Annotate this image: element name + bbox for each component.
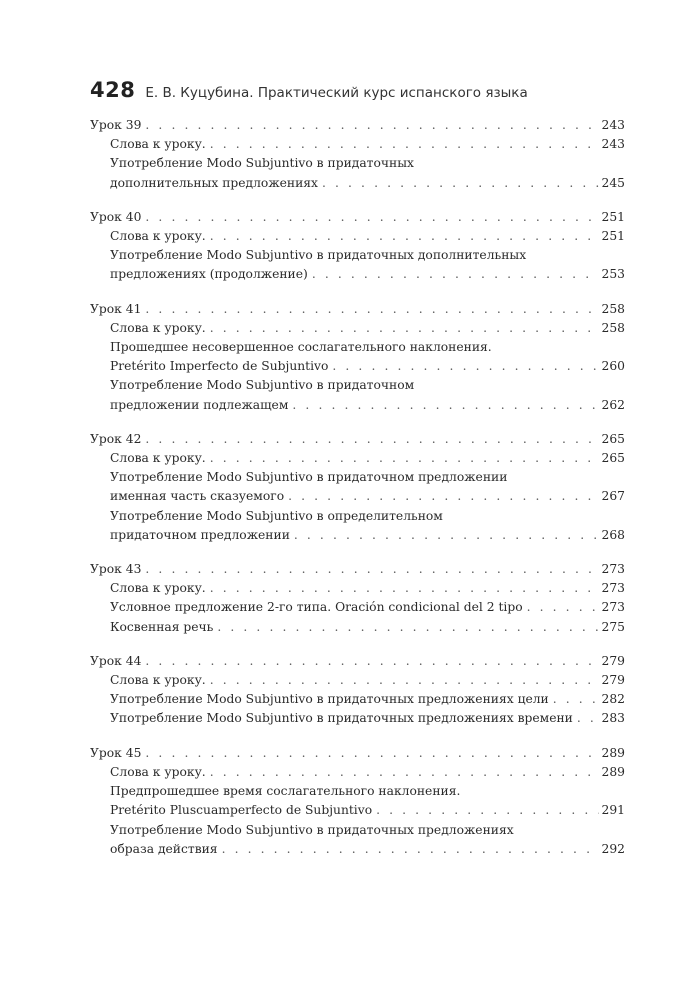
toc-leader-dots <box>210 227 599 246</box>
toc-leader-dots <box>145 116 598 135</box>
toc-entry-line: Употребление Modo Subjuntivo в определительном <box>110 508 443 523</box>
toc-lesson <box>90 300 625 415</box>
toc-leader-dots <box>145 652 598 671</box>
toc-page-number: 260 <box>601 359 625 374</box>
toc-entry-title: образа действия <box>110 841 218 856</box>
toc-page-number: 273 <box>601 581 625 596</box>
toc-page-number: 273 <box>601 600 625 615</box>
toc-lesson-title: Урок 40 <box>90 209 142 224</box>
toc-leader-dots <box>288 487 598 506</box>
toc-entry-line: Предпрошедшее время сослагательного наклонения. <box>110 784 461 799</box>
toc-leader-dots <box>145 744 598 763</box>
page-number: 428 <box>90 78 136 102</box>
toc-leader-dots <box>145 300 598 319</box>
toc-leader-dots <box>292 396 598 415</box>
toc-page-number: 279 <box>601 673 625 688</box>
toc-leader-dots <box>376 801 598 820</box>
toc-leader-dots <box>312 265 599 284</box>
toc-entry[interactable] <box>90 526 625 545</box>
toc-leader-dots <box>332 357 598 376</box>
toc-entry-title: Употребление Modo Subjuntivo в придаточных предложениях цели <box>110 692 549 707</box>
toc-lesson <box>90 560 625 637</box>
toc-lesson-title: Урок 44 <box>90 653 142 668</box>
toc-page-number: 251 <box>601 209 625 224</box>
toc-entry[interactable] <box>90 618 625 637</box>
toc-entry-title: предложении подлежащем <box>110 397 289 412</box>
toc-entry-title: Условное предложение 2-го типа. Oración condicional del 2 tipo <box>110 600 523 615</box>
toc-leader-dots <box>294 526 599 545</box>
toc-lesson-heading[interactable] <box>90 116 625 135</box>
toc-entry-line: Прошедшее несовершенное сослагательного наклонения. <box>110 340 492 355</box>
toc-entry[interactable] <box>90 227 625 246</box>
toc-entry-title: Слова к уроку. <box>110 320 206 335</box>
toc-entry-title: Слова к уроку. <box>110 229 206 244</box>
toc-lesson <box>90 430 625 545</box>
page-header <box>90 78 625 114</box>
toc-entry-title: предложениях (продолжение) <box>110 267 308 282</box>
table-of-contents <box>90 116 625 859</box>
toc-page-number: 282 <box>601 692 625 707</box>
toc-page-number: 291 <box>601 803 625 818</box>
toc-entry-title: Слова к уроку. <box>110 581 206 596</box>
toc-leader-dots <box>145 560 598 579</box>
toc-leader-dots <box>210 763 599 782</box>
toc-entry-title: именная часть сказуемого <box>110 489 285 504</box>
toc-entry[interactable] <box>90 579 625 598</box>
toc-entry-title: Употребление Modo Subjuntivo в придаточных предложениях времени <box>110 711 573 726</box>
toc-entry-line: Употребление Modo Subjuntivo в придаточных дополнительных <box>110 248 527 263</box>
toc-entry[interactable] <box>90 265 625 284</box>
toc-entry[interactable] <box>90 487 625 506</box>
toc-lesson-title: Урок 42 <box>90 431 142 446</box>
toc-page-number: 267 <box>601 489 625 504</box>
toc-page <box>90 78 625 874</box>
toc-leader-dots <box>527 598 599 617</box>
toc-lesson-title: Урок 45 <box>90 745 142 760</box>
toc-entry[interactable] <box>90 357 625 376</box>
toc-leader-dots <box>217 618 598 637</box>
toc-page-number: 279 <box>601 653 625 668</box>
toc-entry-title: Слова к уроку. <box>110 451 206 466</box>
toc-page-number: 243 <box>601 118 625 132</box>
toc-entry[interactable] <box>90 671 625 690</box>
toc-page-number: 265 <box>601 451 625 466</box>
toc-entry[interactable] <box>90 763 625 782</box>
toc-lesson <box>90 652 625 729</box>
toc-entry-title: Слова к уроку. <box>110 673 206 688</box>
toc-entry-title: Слова к уроку. <box>110 764 206 779</box>
toc-leader-dots <box>210 135 599 154</box>
toc-lesson-heading[interactable] <box>90 744 625 763</box>
toc-page-number: 245 <box>601 175 625 190</box>
toc-lesson-heading[interactable] <box>90 560 625 579</box>
toc-lesson-heading[interactable] <box>90 208 625 227</box>
toc-entry-line: Употребление Modo Subjuntivo в придаточных предложениях <box>110 822 514 837</box>
toc-leader-dots <box>577 709 599 728</box>
running-title: Е. В. Куцубина. Практический курс испанского языка <box>145 85 528 101</box>
toc-entry[interactable] <box>90 174 625 193</box>
toc-leader-dots <box>553 690 599 709</box>
toc-leader-dots <box>145 208 598 227</box>
toc-leader-dots <box>210 319 599 338</box>
toc-leader-dots <box>145 430 598 449</box>
toc-entry-title: Косвенная речь <box>110 619 214 634</box>
toc-page-number: 289 <box>601 764 625 779</box>
toc-entry-title: Pretérito Pluscuamperfecto de Subjuntivo <box>110 803 373 818</box>
toc-page-number: 251 <box>601 229 625 244</box>
toc-leader-dots <box>210 449 599 468</box>
toc-lesson-title: Урок 41 <box>90 301 142 316</box>
toc-entry[interactable] <box>90 709 625 728</box>
toc-entry[interactable] <box>90 801 625 820</box>
toc-page-number: 253 <box>601 267 625 282</box>
toc-entry[interactable] <box>90 690 625 709</box>
toc-page-number: 275 <box>601 619 625 634</box>
toc-entry-line: Употребление Modo Subjuntivo в придаточном предложении <box>110 470 508 485</box>
toc-page-number: 258 <box>601 301 625 316</box>
toc-lesson-heading[interactable] <box>90 300 625 319</box>
toc-entry[interactable] <box>90 319 625 338</box>
toc-page-number: 289 <box>601 745 625 760</box>
toc-page-number: 258 <box>601 320 625 335</box>
toc-lesson <box>90 208 625 285</box>
toc-page-number: 283 <box>601 711 625 726</box>
toc-lesson-title: Урок 39 <box>90 118 142 132</box>
toc-leader-dots <box>222 840 599 859</box>
toc-lesson-heading[interactable] <box>90 652 625 671</box>
toc-page-number: 268 <box>601 527 625 542</box>
toc-lesson <box>90 744 625 859</box>
toc-entry-title: придаточном предложении <box>110 527 290 542</box>
toc-page-number: 262 <box>601 397 625 412</box>
toc-page-number: 273 <box>601 562 625 577</box>
toc-entry-title: дополнительных предложениях <box>110 175 318 190</box>
toc-entry-title: Слова к уроку. <box>110 137 206 152</box>
toc-entry[interactable] <box>90 449 625 468</box>
toc-entry[interactable] <box>90 598 625 617</box>
toc-entry-line: Употребление Modo Subjuntivo в придаточном <box>110 378 415 393</box>
toc-page-number: 292 <box>601 841 625 856</box>
toc-page-number: 265 <box>601 431 625 446</box>
toc-entry-line: Употребление Modo Subjuntivo в придаточных <box>110 156 414 171</box>
toc-entry[interactable] <box>90 840 625 859</box>
toc-leader-dots <box>210 579 599 598</box>
toc-leader-dots <box>210 671 599 690</box>
toc-lesson <box>90 116 625 193</box>
toc-entry-title: Pretérito Imperfecto de Subjuntivo <box>110 359 329 374</box>
toc-lesson-title: Урок 43 <box>90 562 142 577</box>
toc-lesson-heading[interactable] <box>90 430 625 449</box>
toc-page-number: 243 <box>601 137 625 152</box>
toc-entry[interactable] <box>90 135 625 154</box>
toc-leader-dots <box>322 174 599 193</box>
toc-entry[interactable] <box>90 396 625 415</box>
